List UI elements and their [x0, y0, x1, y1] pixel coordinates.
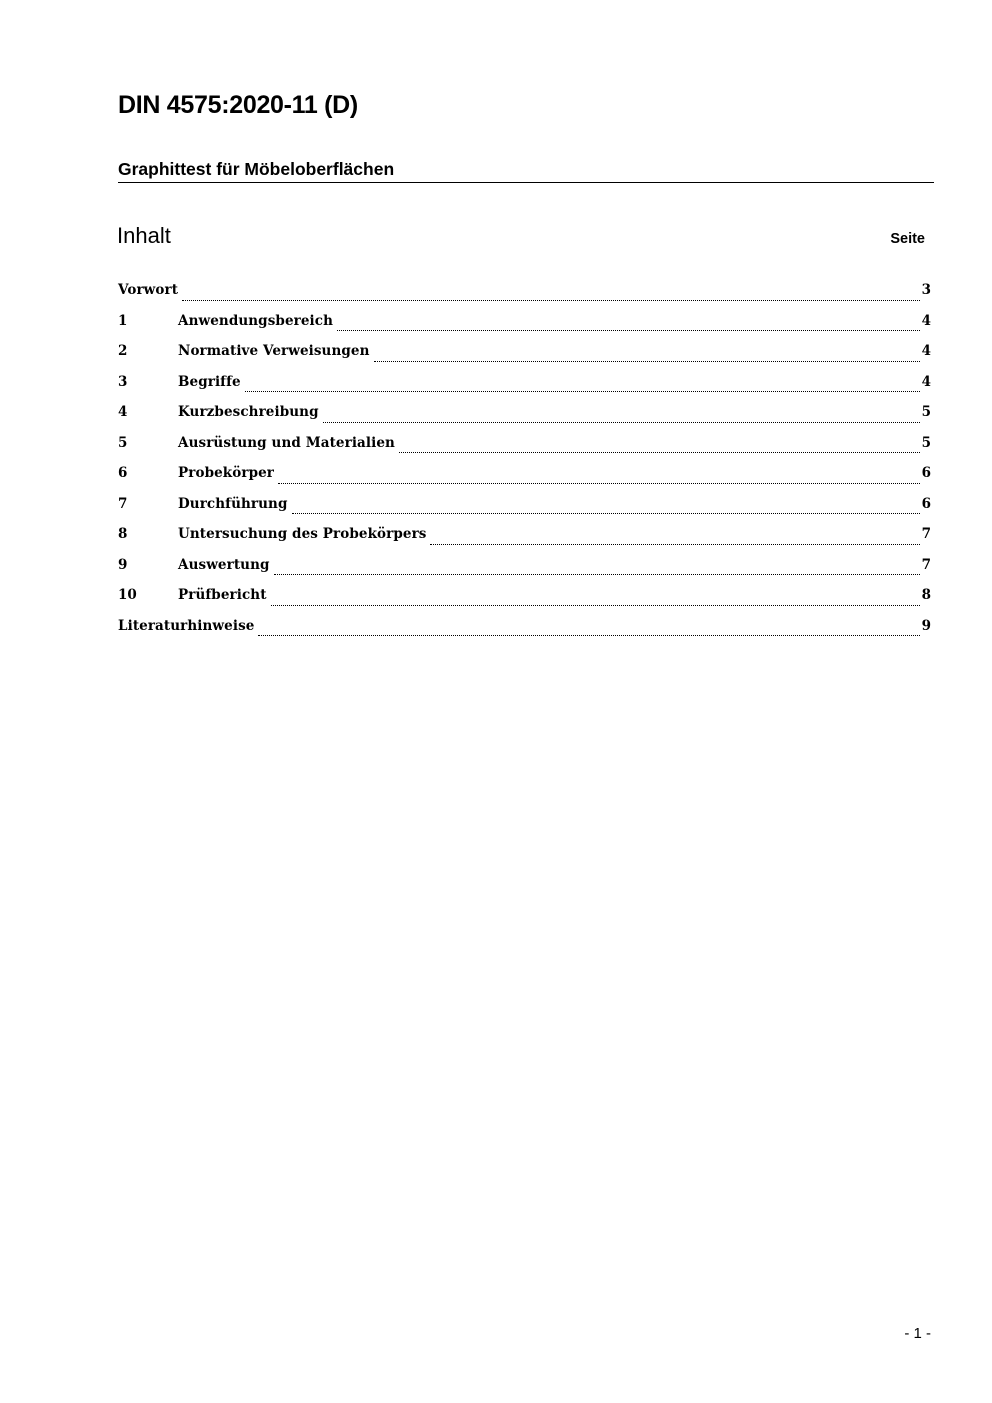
toc-dot-leader [182, 300, 920, 301]
table-of-contents [118, 278, 931, 644]
toc-entry-page: 6 [921, 465, 931, 481]
toc-entry-begriffe[interactable] [118, 370, 931, 401]
toc-entry-label: Kurzbeschreibung [178, 404, 319, 420]
toc-dot-leader [274, 574, 920, 575]
toc-dot-leader [245, 391, 920, 392]
toc-entry-number: 1 [118, 312, 128, 329]
toc-entry-label: Ausrüstung und Materialien [178, 434, 395, 451]
toc-dot-leader [258, 635, 919, 636]
toc-entry-label: Vorwort [118, 282, 179, 298]
toc-heading: Inhalt [117, 223, 171, 248]
toc-dot-leader [374, 361, 920, 362]
toc-dot-leader [337, 330, 920, 331]
toc-entry-probekoerper[interactable] [118, 461, 931, 492]
toc-entry-kurzbeschreibung[interactable] [118, 400, 931, 431]
document-subtitle: Graphittest für Möbeloberflächen [118, 158, 934, 183]
toc-entry-page: 3 [921, 282, 931, 298]
toc-entry-page: 5 [921, 404, 931, 420]
toc-dot-leader [292, 513, 920, 514]
document-title: DIN 4575:2020-11 (D) [118, 91, 358, 119]
toc-entry-number: 10 [118, 587, 137, 603]
toc-dot-leader [323, 422, 920, 423]
toc-entry-normative-verweisungen[interactable] [118, 339, 931, 370]
toc-entry-ausruestung-und-materialien[interactable] [118, 431, 931, 462]
page-number: - 1 - [904, 1325, 931, 1342]
toc-entry-pruefbericht[interactable] [118, 583, 931, 614]
toc-dot-leader [430, 544, 919, 545]
toc-entry-label: Prüfbericht [178, 587, 267, 603]
toc-entry-number: 4 [118, 404, 128, 420]
toc-entry-label: Normative Verweisungen [178, 343, 370, 359]
toc-entry-vorwort[interactable] [118, 278, 931, 309]
toc-entry-page: 4 [921, 312, 931, 329]
toc-entry-label: Literaturhinweise [118, 617, 255, 634]
toc-dot-leader [399, 452, 920, 453]
toc-entry-label: Anwendungsbereich [178, 312, 334, 329]
toc-entry-label: Probekörper [178, 465, 275, 481]
toc-entry-durchfuehrung[interactable] [118, 492, 931, 523]
toc-entry-page: 4 [921, 343, 931, 359]
toc-entry-page: 9 [921, 617, 931, 634]
toc-entry-label: Untersuchung des Probekörpers [178, 526, 427, 542]
toc-entry-number: 5 [118, 434, 128, 451]
toc-entry-number: 2 [118, 343, 128, 359]
toc-entry-number: 8 [118, 526, 128, 542]
toc-page-column-label: Seite [890, 231, 925, 247]
toc-entry-number: 9 [118, 556, 128, 573]
toc-dot-leader [271, 605, 920, 606]
toc-entry-auswertung[interactable] [118, 553, 931, 584]
toc-entry-number: 7 [118, 495, 128, 512]
toc-entry-label: Auswertung [178, 556, 270, 573]
toc-entry-number: 3 [118, 373, 128, 390]
toc-entry-label: Begriffe [178, 373, 241, 390]
toc-entry-untersuchung-des-probekoerpers[interactable] [118, 522, 931, 553]
toc-entry-page: 5 [921, 434, 931, 451]
toc-entry-page: 6 [921, 495, 931, 512]
toc-entry-page: 7 [921, 526, 931, 542]
toc-entry-literaturhinweise[interactable] [118, 614, 931, 645]
toc-entry-page: 7 [921, 556, 931, 573]
toc-entry-page: 8 [921, 587, 931, 603]
toc-entry-anwendungsbereich[interactable] [118, 309, 931, 340]
toc-entry-label: Durchführung [178, 495, 288, 512]
toc-entry-number: 6 [118, 465, 128, 481]
toc-entry-page: 4 [921, 373, 931, 390]
toc-dot-leader [278, 483, 920, 484]
